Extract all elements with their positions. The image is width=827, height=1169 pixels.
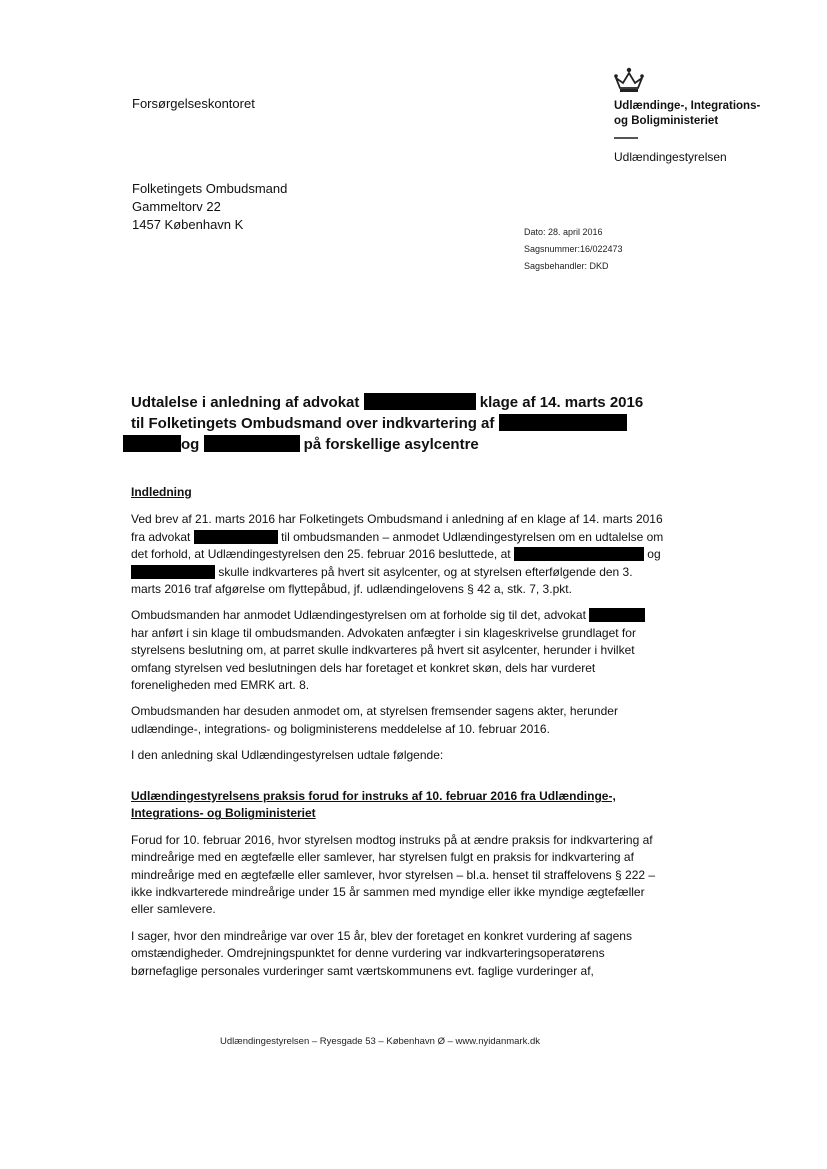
practice-paragraph-1: Forud for 10. februar 2016, hvor styrelsen modtog instruks på at ændre praksis for indkvartering af mindreårige med en ægtefælle eller samlever, har styrelsen fulgt en praksis for indkvartering af mindreårige med en ægtefælle eller samlever, hvor styrelsen – bl.a. henset til straffelovens § 222 – ikke indkvarterede mindreårige under 15 år sammen med myndige eller ikke myndige ægtefæller eller samlevere. <box>131 832 656 917</box>
title-part-5: på forskellige asylcentre <box>303 436 479 453</box>
intro-paragraph-3: Ombudsmanden har desuden anmodet om, at styrelsen fremsender sagens akter, herunder udlændinge-, integrations- og boligministerens meddelelse af 10. februar 2016. <box>131 704 618 736</box>
case-metadata <box>524 224 623 275</box>
ministry-line-2: og Boligministeriet <box>614 115 719 127</box>
ministry-line-1: Udlændinge-, Integrations- <box>614 100 761 112</box>
sender-department: Forsørgelseskontoret <box>132 96 255 111</box>
page-footer: Udlændingestyrelsen – Ryesgade 53 – København Ø – www.nyidanmark.dk <box>220 1036 541 1047</box>
redaction-block <box>499 414 627 431</box>
redaction-block <box>131 565 215 579</box>
section-heading-introduction: Indledning <box>131 485 192 499</box>
ministry-name <box>614 99 814 129</box>
title-part-3: til Folketingets Ombudsmand over indkvartering af <box>131 415 495 432</box>
redaction-block <box>514 547 644 561</box>
title-part-2: klage af 14. marts 2016 <box>479 394 644 411</box>
practice-paragraph-2: I sager, hvor den mindreårige var over 15 år, blev der foretaget en konkret vurdering af sagens omstændigheder. Omdrejningspunktet for denne vurdering var indkvarteringsoperatørens børnefaglige personales vurderinger samt værtskommunens evt. faglige vurderinger af, <box>131 928 632 978</box>
redaction-block <box>123 435 181 452</box>
agency-name: Udlændingestyrelsen <box>614 150 727 164</box>
redaction-block <box>589 608 645 622</box>
case-number: Sagsnummer:16/022473 <box>524 244 623 254</box>
letter-title <box>131 392 671 455</box>
recipient-street: Gammeltorv 22 <box>132 199 221 214</box>
crown-logo-icon <box>612 66 646 94</box>
redaction-block <box>204 435 300 452</box>
recipient-address <box>132 180 287 234</box>
intro-paragraph-4: I den anledning skal Udlændingestyrelsen udtale følgende: <box>131 748 444 763</box>
redaction-block <box>194 530 278 544</box>
intro-paragraph-1: Ved brev af 21. marts 2016 har Folketingets Ombudsmand i anledning af en klage af 14. marts 2016 fra advokat til ombudsmanden – anmodet Udlændingestyrelsen om en udtalelse om det forhold, at Udlændingestyrelsen den 25. februar 2016 besluttede, at og skulle indkvarteres på hvert sit asylcenter, og at styrelsen efterfølgende den 3. marts 2016 traf afgørelse om flyttepåbud, jf. udlændingelovens § 42 a, stk. 7, 3.pkt. <box>131 512 664 597</box>
section-heading-practice: Udlændingestyrelsens praksis forud for instruks af 10. februar 2016 fra Udlændinge-, Integrations- og Boligministeriet <box>131 789 616 821</box>
title-part-4: og <box>181 436 200 453</box>
introduction-section <box>131 484 665 774</box>
recipient-city: 1457 København K <box>132 217 244 232</box>
letter-date: Dato: 28. april 2016 <box>524 227 603 237</box>
recipient-name: Folketingets Ombudsmand <box>132 181 288 196</box>
intro-paragraph-2: Ombudsmanden har anmodet Udlændingestyrelsen om at forholde sig til det, advokat har anført i sin klage til ombudsmanden. Advokaten anfægter i sin klageskrivelse grundlaget for styrelsens beslutning om, at parret skulle indkvarteres på hvert sit asylcenter, herunder i hvilket omfang styrelsen ved beslutningen dels har foretaget et konkret skøn, dels har vurderet foreneligheden med EMRK art. 8. <box>131 607 665 694</box>
redaction-block <box>364 393 476 410</box>
title-part-1: Udtalelse i anledning af advokat <box>131 394 360 411</box>
ministry-divider <box>614 137 638 139</box>
case-handler: Sagsbehandler: DKD <box>524 261 609 271</box>
practice-section <box>131 788 665 980</box>
